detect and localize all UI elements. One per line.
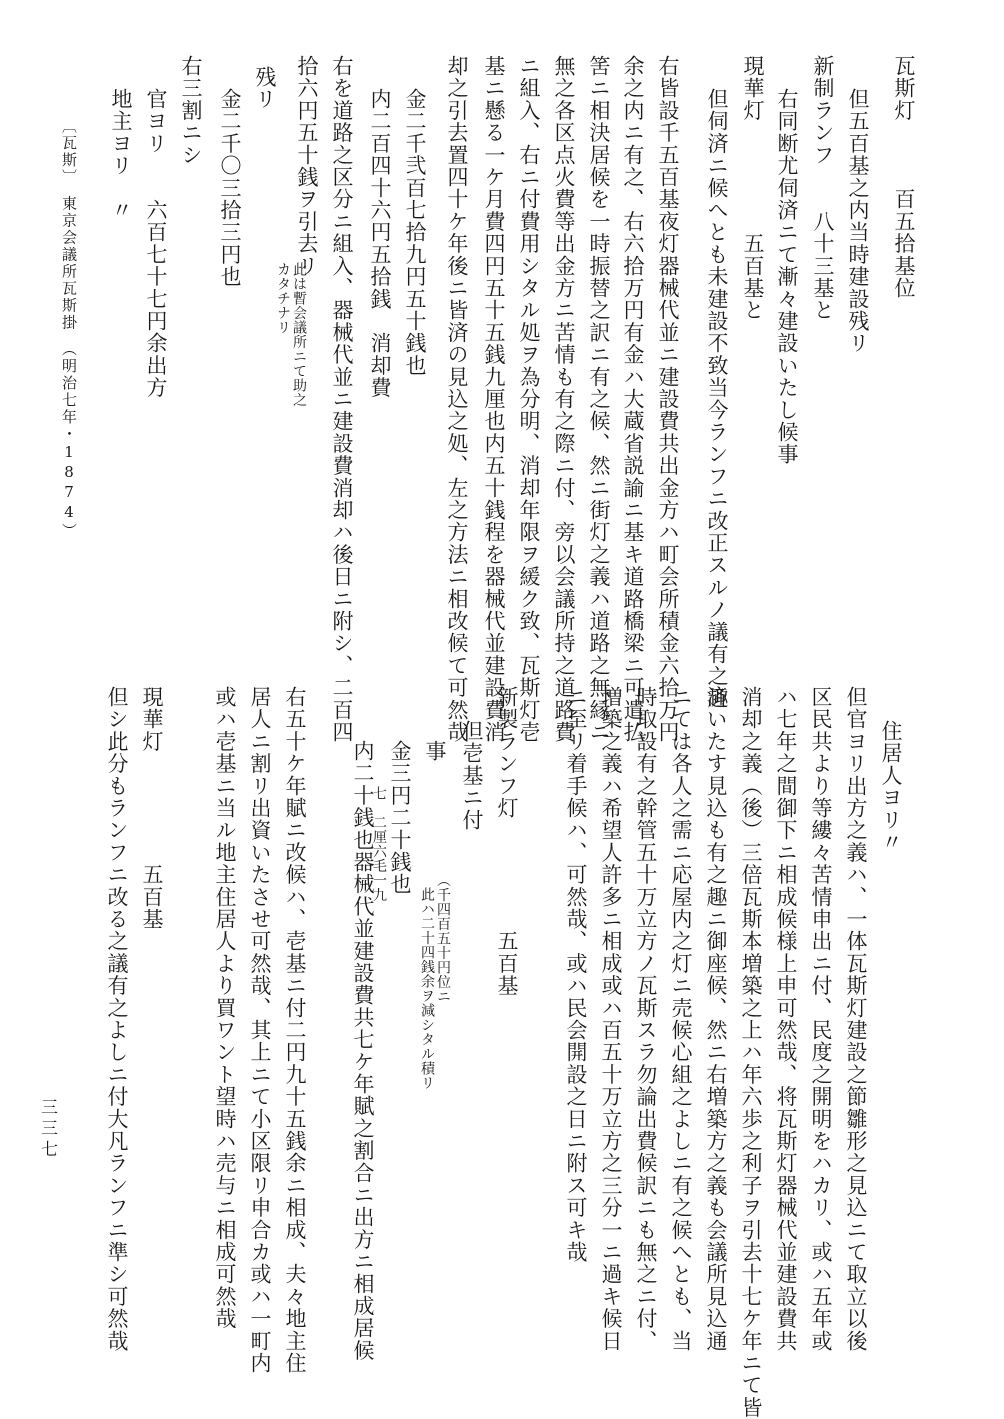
top-line-22: 地主ヨリ 〃 xyxy=(109,88,133,222)
bottom-line-11: 新製ランフ灯 五百基 xyxy=(495,686,519,997)
top-line-2: 但五百基之内当時建設残リ xyxy=(846,88,870,355)
bottom-line-21: 但シ此分もランフニ改る之議有之よしニ付大凡ランフニ準シ可然哉 xyxy=(105,686,129,1352)
bottom-line-20: 現華灯 五百基 xyxy=(140,686,164,931)
bottom-line-7: ニては各人之需ニ応屋内之灯ニ売候心組之よしニ有之候へとも、当 xyxy=(669,686,693,1352)
bottom-line-15: 七 二厘六毛一九 xyxy=(371,786,387,902)
top-line-9: 筈ニ相決居候を一時振替之訳ニ有之候、然ニ街灯之義ハ道路之無縁ニ xyxy=(587,55,611,744)
bottom-line-17: 右五十ケ年賦ニ改候ハ、壱基ニ付二円九十五銭余ニ相成、夫々地主住 xyxy=(283,686,307,1375)
bottom-line-13: 事 xyxy=(423,740,447,763)
top-line-4: 右同断尤伺済ニて漸々建設いたし候事 xyxy=(775,88,799,466)
source-footnote: 〔瓦斯〕 東京会議所瓦斯掛 （明治七年・1874） xyxy=(60,118,78,540)
bottom-line-4: ハ七年之間御下ニ相成候様上申可然哉、将瓦斯灯器械代並建設費共 xyxy=(774,686,798,1352)
bottom-note-2: 此ハ二十四銭余ヲ減シタル積リ xyxy=(419,887,435,1090)
top-line-21: 官ヨリ 六百七十七円余出方 xyxy=(144,88,168,399)
top-line-13: 却之引去置四十ケ年後ニ皆済の見込之処、左之方法ニ相改候て可然哉 xyxy=(445,55,469,744)
top-line-8: 余之内ニ有之、右六拾万円有金ハ大蔵省説諭ニ基キ道路橋梁ニ可遣払 xyxy=(621,55,645,744)
top-line-16: 右を道路之区分ニ組入、器械代並ニ建設費消却ハ後日ニ附シ、二百四 xyxy=(330,55,354,744)
top-note-2: カタチナリ xyxy=(275,262,291,335)
bottom-line-5: 消却之義（後）三倍瓦斯本増築之上ハ年六歩之利子ヲ引去十七ケ年ニて皆 xyxy=(739,686,763,1419)
top-line-18: 残リ xyxy=(253,66,277,111)
bottom-line-18: 居人ニ割リ出資いたさせ可然哉、其上ニて小区限リ申合カ或ハ一町内 xyxy=(248,686,272,1375)
top-line-12: 基ニ懸る一ケ月費四円五十五銭九厘也内五十銭程を器械代並建設費消 xyxy=(482,55,506,744)
top-line-20: 右三割ニシ xyxy=(179,55,203,166)
top-line-11: ニ組入、右ニ付費用シタル処ヲ為分明、消却年限ヲ緩ク致、瓦斯灯壱 xyxy=(517,55,541,744)
bottom-line-9: 増築之義ハ希望人許多ニ相成或ハ百五十万立方之三分一ニ過キ候日 xyxy=(599,686,623,1352)
top-line-14: 金二千弐百七拾九円五十銭也 xyxy=(403,88,427,377)
top-line-3: 新制ランフ 八十三基と xyxy=(811,55,835,322)
top-line-10: 無之各区点火費等出金方ニ苦情も有之際ニ付、旁以会議所持之道路費 xyxy=(552,55,576,744)
top-line-7: 右皆設千五百基夜灯器械代並ニ建設費共出金方ハ町会所積金六拾万円 xyxy=(656,55,680,744)
bottom-line-16: 内二十銭也器械代並建設費共七ケ年賦之割合ニ出方ニ相成居候 xyxy=(351,740,375,1362)
bottom-line-19: 或ハ壱基ニ当ル地主住居人より買ワント望時ハ売与ニ相成可然哉 xyxy=(213,686,237,1330)
top-line-15: 内二百四十六円五拾銭 消却費 xyxy=(368,88,392,399)
bottom-line-12: 但壱基ニ付 xyxy=(460,720,484,831)
top-line-6: 但伺済ニ候へとも未建設不致当今ランフニ改正スルノ議有之趣 xyxy=(705,88,729,710)
page-number: 三三七 xyxy=(37,1098,57,1161)
bottom-line-6: 済いたす見込も有之趣ニ御座候、然ニ右増築方之義も会議所見込通 xyxy=(704,686,728,1352)
bottom-line-3: 区民共より等縷々苦情申出ニ付、民度之開明をハカリ、或ハ五年或 xyxy=(809,686,833,1352)
top-line-17: 拾六円五十銭ヲ引去リ xyxy=(295,55,319,277)
top-line-19: 金二千〇三拾三円也 xyxy=(218,88,242,288)
bottom-note-1: （千四百五十円位ニ xyxy=(435,873,451,1004)
bottom-line-10: ニ至リ着手候ハ、可然哉、或ハ民会開設之日ニ附ス可キ哉 xyxy=(564,686,588,1264)
bottom-line-14: 金三円二十銭也 xyxy=(388,740,412,896)
top-note-1: 此は暫会議所ニて助之 xyxy=(291,262,307,407)
top-line-5: 現華灯 五百基と xyxy=(741,55,765,322)
top-line-1: 瓦斯灯 百五拾基位 xyxy=(892,55,916,300)
bottom-line-8: 時取設有之幹管五十万立方ノ瓦斯スラ勿論出費候訳ニも無之ニ付、 xyxy=(634,686,658,1352)
bottom-line-1: 住居人ヨリ〃 xyxy=(879,720,903,854)
bottom-line-2: 但官ヨリ出方之義ハ、一体瓦斯灯建設之節雛形之見込ニて取立以後 xyxy=(844,686,868,1352)
